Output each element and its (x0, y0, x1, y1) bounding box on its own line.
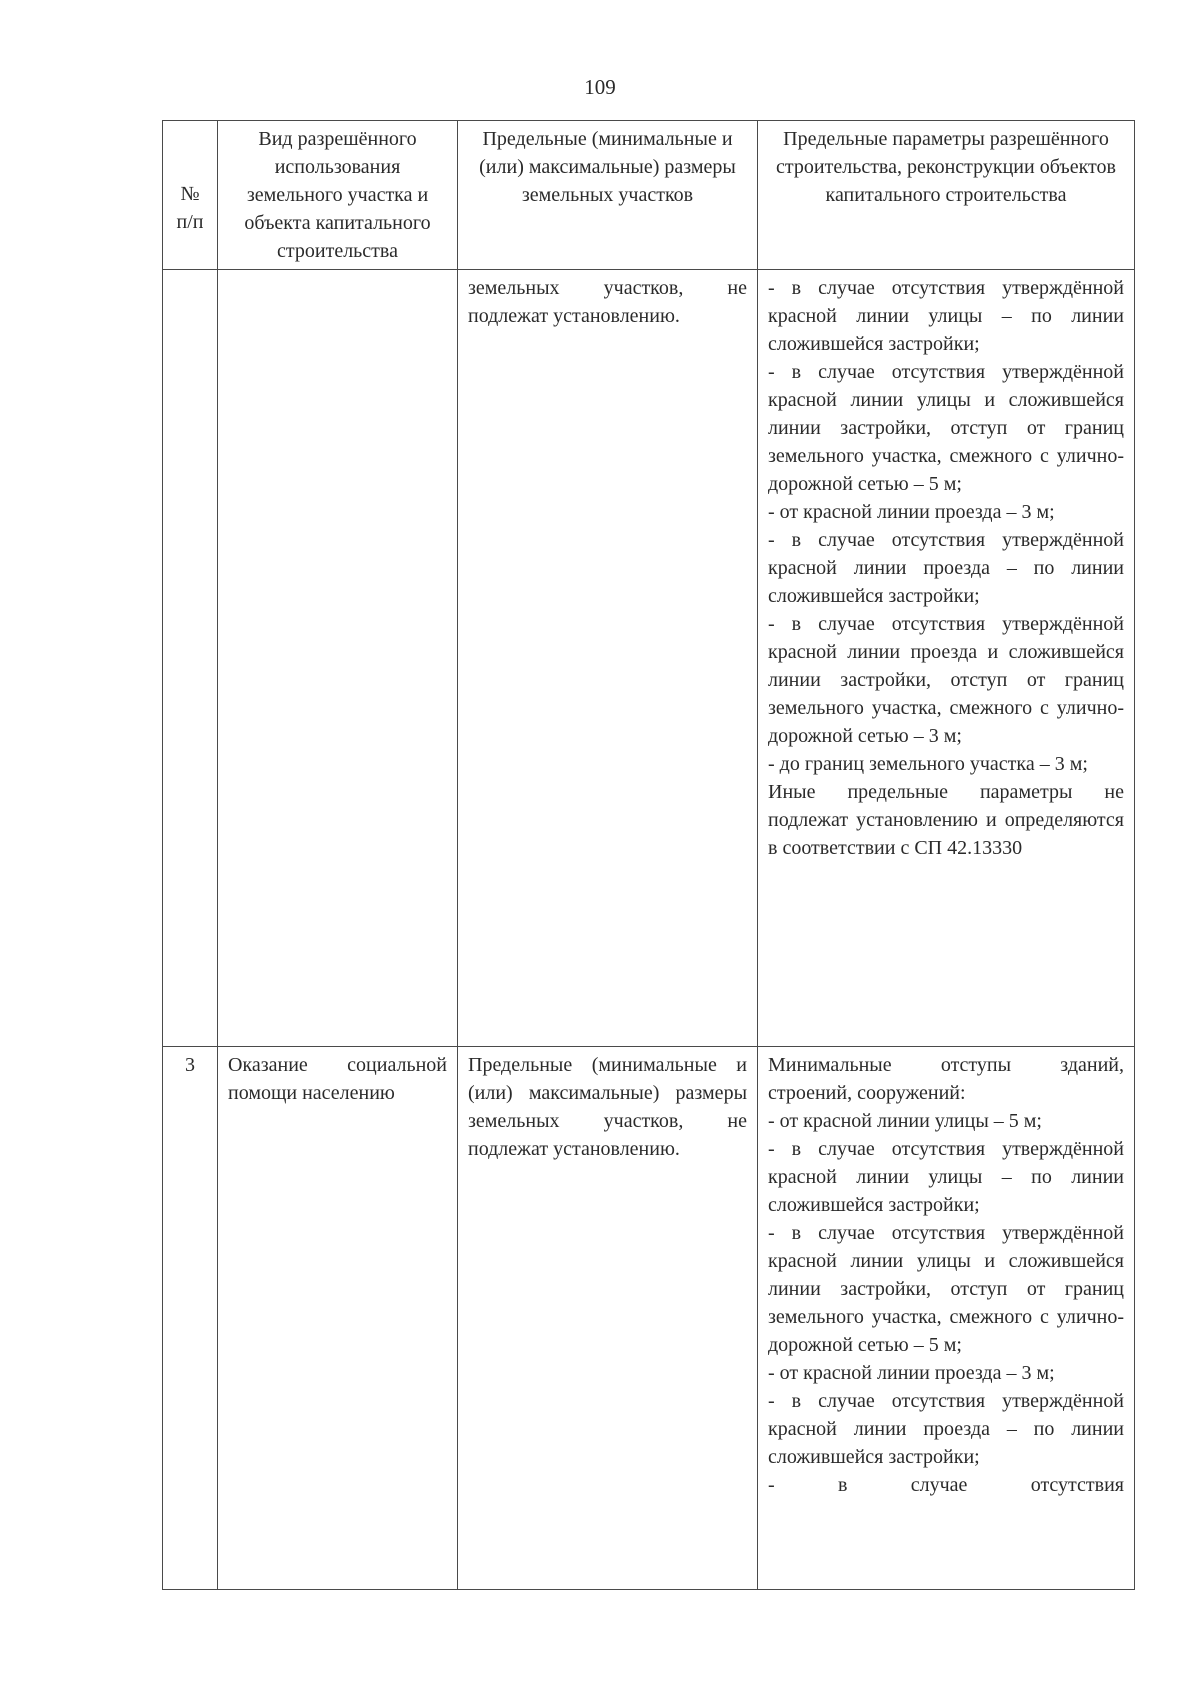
parameter-line: - в случае отсутствия (768, 1474, 1124, 1496)
row-use-type (218, 270, 458, 1047)
table-header-row (163, 121, 1135, 270)
parameter-line: - в случае отсутствия утверждённой красной линии проезда – по линии сложившейся застройки; (768, 1390, 1124, 1468)
header-parameters: Предельные параметры разрешённого строительства, реконструкции объектов капитального строительства (758, 121, 1135, 270)
parameter-line: - в случае отсутствия утверждённой красной линии улицы – по линии сложившейся застройки; (768, 1138, 1124, 1216)
row-parameters (758, 1047, 1135, 1590)
parameter-line: - в случае отсутствия утверждённой красной линии улицы и сложившейся линии застройки, отступ от границ земельного участка, смежного с улично-дорожной сетью – 5 м; (768, 1222, 1124, 1356)
parameter-line: - от красной линии проезда – 3 м; (768, 501, 1055, 523)
row-use-type: Оказание социальной помощи населению (218, 1047, 458, 1590)
row-plot-sizes: Предельные (минимальные и (или) максимальные) размеры земельных участков, не подлежат установлению. (458, 1047, 758, 1590)
row-number: 3 (163, 1047, 218, 1590)
parameter-line: - от красной линии проезда – 3 м; (768, 1362, 1055, 1384)
parameter-line: - в случае отсутствия утверждённой красной линии улицы и сложившейся линии застройки, отступ от границ земельного участка, смежного с улично-дорожной сетью – 5 м; (768, 361, 1124, 495)
parameter-line: Минимальные отступы зданий, строений, сооружений: (768, 1054, 1124, 1104)
table-row (163, 270, 1135, 1047)
page-number: 109 (584, 75, 616, 99)
row-parameters (758, 270, 1135, 1047)
header-plot-sizes: Предельные (минимальные и (или) максимальные) размеры земельных участков (458, 121, 758, 270)
parameter-line: - в случае отсутствия утверждённой красной линии проезда – по линии сложившейся застройки; (768, 529, 1124, 607)
parameter-line: - от красной линии улицы – 5 м; (768, 1110, 1042, 1132)
land-use-table (162, 120, 1135, 1590)
parameter-line: Иные предельные параметры не подлежат установлению и определяются в соответствии с СП 42.13330 (768, 781, 1124, 859)
row-plot-sizes: земельных участков, не подлежат установлению. (458, 270, 758, 1047)
header-number: № п/п (163, 121, 218, 270)
row-number (163, 270, 218, 1047)
parameter-line: - в случае отсутствия утверждённой красной линии проезда и сложившейся линии застройки, отступ от границ земельного участка, смежного с улично-дорожной сетью – 3 м; (768, 613, 1124, 747)
parameter-line: - в случае отсутствия утверждённой красной линии улицы – по линии сложившейся застройки; (768, 277, 1124, 355)
parameter-line: - до границ земельного участка – 3 м; (768, 753, 1088, 775)
table-row (163, 1047, 1135, 1590)
header-use-type: Вид разрешённого использования земельного участка и объекта капитального строительства (218, 121, 458, 270)
